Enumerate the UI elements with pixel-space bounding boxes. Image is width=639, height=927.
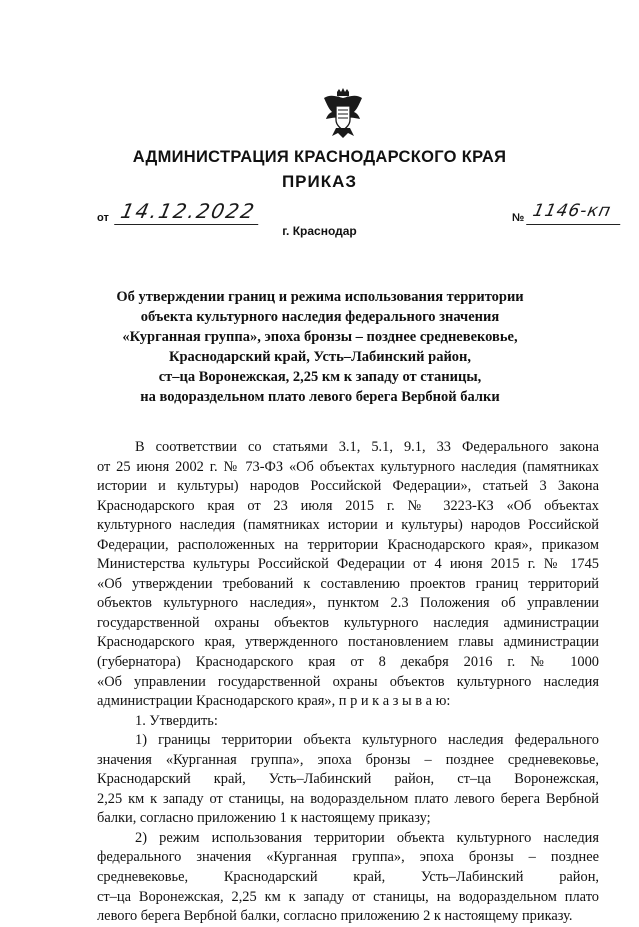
date-label: от	[97, 212, 109, 224]
administration-title: АДМИНИСТРАЦИЯ КРАСНОДАРСКОГО КРАЯ	[132, 148, 507, 166]
body-line: 2,25 км к западу от станицы, на водораздельном плато левого берега Вербной	[97, 790, 599, 807]
body-line: средневековье, Краснодарский край, Усть–Лабинский район,	[97, 869, 599, 886]
body-line: истории и культуры) народов Российской Федерации», статьей 3 Закона	[97, 478, 599, 495]
body-line: «Об управлении государственной охраны объектов культурного наследия	[97, 673, 599, 690]
body-line: объектов культурного наследия», пунктом 2.3 Положения об управлении	[97, 595, 599, 612]
body-line: Краснодарского края, утвержденного постановлением главы администрации	[97, 634, 599, 651]
body-line: значения «Курганная группа», эпоха бронзы – позднее средневековье,	[97, 751, 599, 768]
item-1-paragraph	[97, 712, 599, 732]
subject-line: ст–ца Воронежская, 2,25 км к западу от станицы,	[158, 369, 482, 385]
number-handwritten: 1146-кп	[526, 198, 626, 225]
subject-line: Об утверждении границ и режима использования территории	[116, 289, 524, 305]
body-line: государственной охраны объектов культурного наследия администрации	[97, 614, 599, 631]
body-line: администрации Краснодарского края», п р и к а з ы в а ю:	[97, 693, 451, 710]
date-handwritten: 14.12.2022	[114, 198, 264, 225]
city: г. Краснодар	[282, 224, 357, 238]
body-line: В соответствии со статьями 3.1, 5.1, 9.1, 33 Федерального закона	[135, 439, 599, 455]
krasnodar-coat-of-arms-icon	[322, 88, 364, 140]
body-line: ст–ца Воронежская, 2,25 км к западу от станицы, на водораздельном плато	[97, 888, 599, 905]
body-line: балки, согласно приложению 1 к настоящему приказу;	[97, 810, 431, 827]
subject-line: на водораздельном плато левого берега Вербной балки	[140, 389, 500, 405]
subject-line: «Курганная группа», эпоха бронзы – позднее средневековье,	[122, 329, 518, 345]
preamble-paragraph	[97, 438, 599, 712]
body-line: 2) режим использования территории объекта культурного наследия	[135, 829, 599, 846]
body-line: культурного наследия (памятниках истории и культуры) народов Российской	[97, 517, 599, 534]
order-body	[97, 438, 599, 927]
item-1-1-paragraph	[97, 731, 599, 829]
body-line: Министерства культуры Российской Федерации от 4 июня 2015 г. № 1745	[97, 556, 599, 573]
item-1-2-paragraph	[97, 829, 599, 927]
body-line: Федерации, расположенных на территории Краснодарского края», приказом	[97, 536, 599, 553]
order-title: ПРИКАЗ	[281, 172, 358, 191]
number-label: №	[512, 212, 525, 224]
body-line: левого берега Вербной балки, согласно приложению 2 к настоящему приказу.	[97, 908, 573, 925]
body-line: от 25 июня 2002 г. № 73-ФЗ «Об объектах культурного наследия (памятниках	[97, 458, 599, 475]
body-line: Краснодарский край, Усть–Лабинский район, ст–ца Воронежская,	[97, 771, 599, 788]
body-line: Краснодарского края от 23 июля 2015 г. № 3223-КЗ «Об объектах	[97, 497, 599, 514]
subject-line: объекта культурного наследия федерального значения	[140, 309, 500, 325]
body-line: «Об утверждении требований к составлению проектов границ территорий	[97, 575, 599, 592]
body-line: 1. Утвердить:	[135, 712, 218, 729]
body-line: федерального значения «Курганная группа», эпоха бронзы – позднее	[97, 849, 599, 866]
body-line: 1) границы территории объекта культурного наследия федерального	[135, 732, 599, 749]
body-line: (губернатора) Краснодарского края от 8 декабря 2016 г. № 1000	[97, 654, 599, 671]
subject-line: Краснодарский край, Усть–Лабинский район,	[168, 349, 472, 365]
order-subject	[80, 287, 560, 407]
